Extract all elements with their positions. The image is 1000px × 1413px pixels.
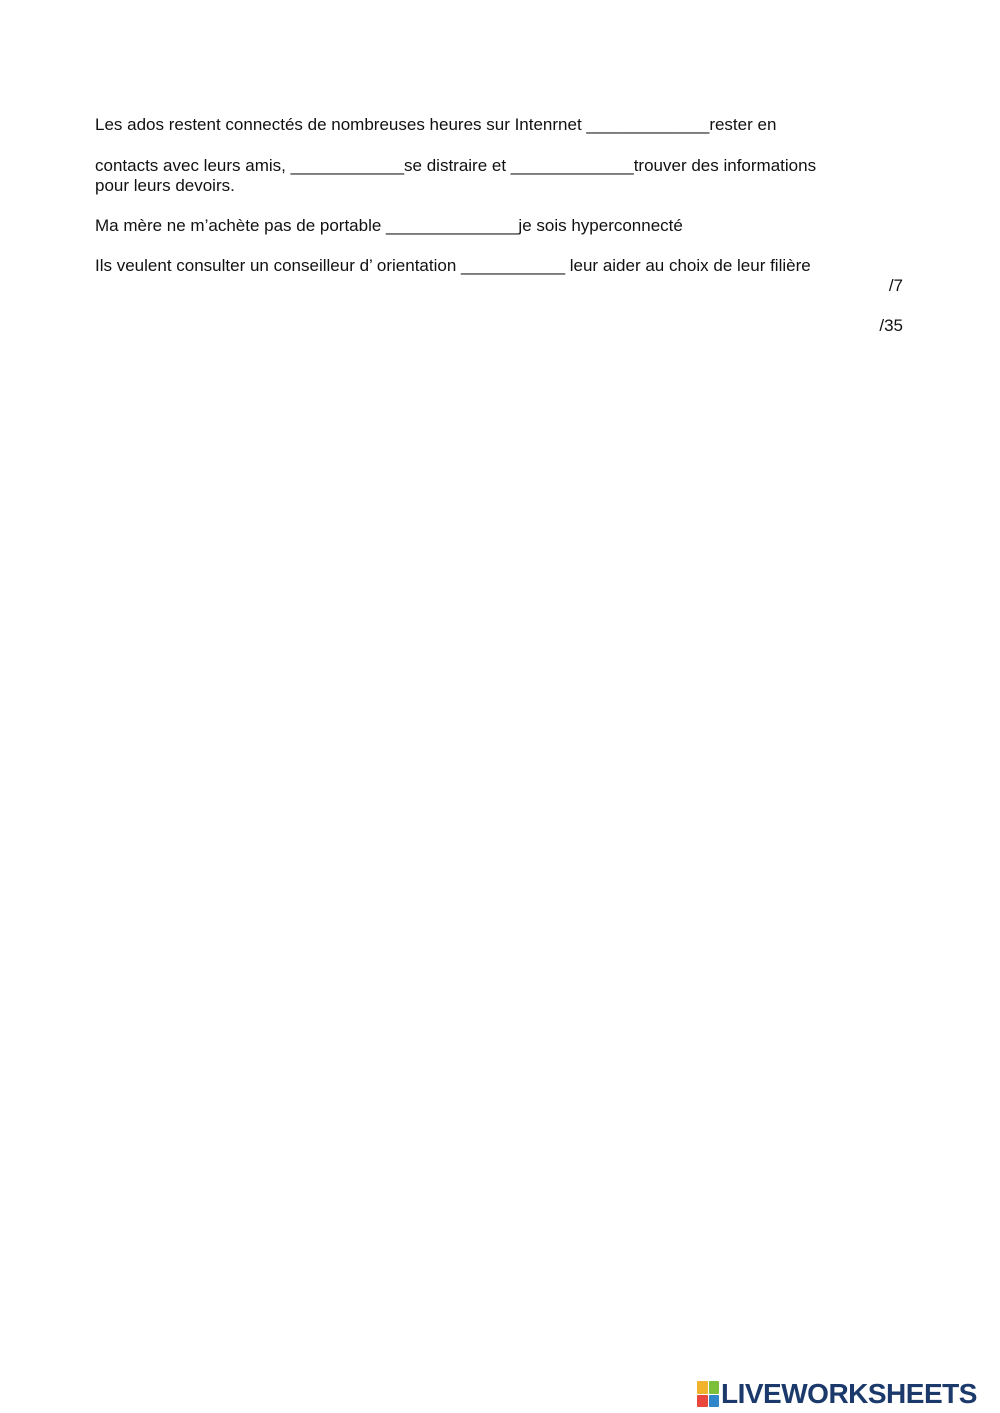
total-score: /35: [879, 316, 903, 335]
exercise-line-4: Ma mère ne m’achète pas de portable ______________je sois hyperconnecté: [95, 216, 683, 235]
section-score: /7: [888, 276, 903, 295]
liveworksheets-logo: [697, 1378, 977, 1410]
exercise-line-5: Ils veulent consulter un conseilleur d’ orientation ___________ leur aider au choix de leur filière: [95, 256, 811, 275]
exercise-line-1: Les ados restent connectés de nombreuses heures sur Intenrnet _____________rester en: [95, 115, 777, 134]
exercise-line-3: pour leurs devoirs.: [95, 176, 235, 195]
liveworksheets-logo-icon: [697, 1381, 719, 1407]
exercise-line-2: contacts avec leurs amis, ____________se distraire et _____________trouver des informations: [95, 156, 817, 175]
brand-name: LIVEWORKSHEETS: [721, 1378, 977, 1409]
